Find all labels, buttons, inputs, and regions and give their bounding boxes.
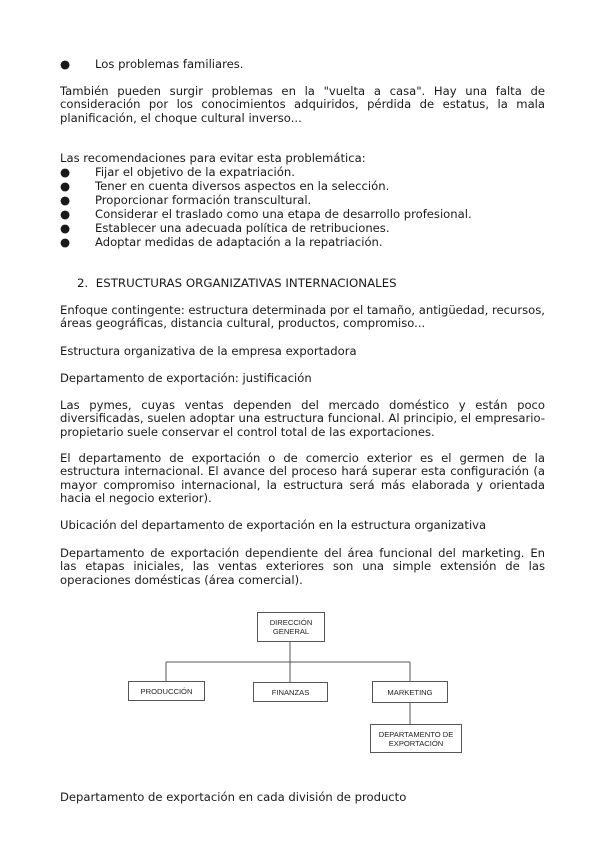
ubicacion-heading: Ubicación del departamento de exportación en la estructura organizativa xyxy=(60,518,487,532)
departamento-justificacion-heading: Departamento de exportación: justificación xyxy=(60,371,312,385)
bullet-icon: ● xyxy=(60,235,71,249)
recomendacion-text: Fijar el objetivo de la expatriación. xyxy=(95,165,295,179)
vuelta-paragraph: También pueden surgir problemas en la "vuelta a casa". Hay una falta de consideración por los conocimientos adquiridos, pérdida de estatus, la mala planificación, el choque cultural inverso... xyxy=(60,84,545,125)
org-box-direccion-general: DIRECCIÓN GENERAL xyxy=(257,612,325,642)
org-box-departamento-exportacion: DEPARTAMENTO DE EXPORTACIÓN xyxy=(370,724,462,753)
enfoque-paragraph: Enfoque contingente: estructura determinada por el tamaño, antigüedad, recursos, áreas geográficas, distancia cultural, productos, compromiso... xyxy=(60,303,545,331)
bullet-icon: ● xyxy=(60,207,71,221)
recomendacion-text: Tener en cuenta diversos aspectos en la selección. xyxy=(95,179,390,193)
dependiente-marketing-paragraph: Departamento de exportación dependiente del área funcional del marketing. En las etapas iniciales, las ventas exteriores son una simple extensión de las operaciones domésticas (área comercial). xyxy=(60,546,545,587)
bullet-icon: ● xyxy=(60,193,71,207)
intro-bullet-text: Los problemas familiares. xyxy=(95,57,244,71)
bullet-icon: ● xyxy=(60,165,71,179)
departamento-germen-paragraph: El departamento de exportación o de comercio exterior es el germen de la estructura internacional. El avance del proceso hará superar esta configuración (a mayor compromiso internacional, la estructura será más elaborada y orientada hacia el negocio exterior). xyxy=(60,451,545,506)
recomendacion-text: Adoptar medidas de adaptación a la repatriación. xyxy=(95,235,383,249)
bullet-icon: ● xyxy=(60,57,71,71)
section-number: 2. xyxy=(77,276,89,290)
bullet-icon: ● xyxy=(60,221,71,235)
recomendacion-text: Considerar el traslado como una etapa de desarrollo profesional. xyxy=(95,207,472,221)
recomendacion-text: Proporcionar formación transcultural. xyxy=(95,193,312,207)
pymes-paragraph: Las pymes, cuyas ventas dependen del mercado doméstico y están poco diversificadas, suelen adoptar una estructura funcional. Al principio, el empresario-propietario suele conservar el control total de las exportaciones. xyxy=(60,398,545,439)
recomendacion-text: Establecer una adecuada política de retribuciones. xyxy=(95,221,390,235)
division-producto-heading: Departamento de exportación en cada división de producto xyxy=(60,790,407,804)
bullet-icon: ● xyxy=(60,179,71,193)
org-box-produccion: PRODUCCIÓN xyxy=(128,681,205,701)
org-box-marketing: MARKETING xyxy=(372,681,448,703)
estructura-exportadora-heading: Estructura organizativa de la empresa exportadora xyxy=(60,344,357,358)
org-box-finanzas: FINANZAS xyxy=(253,682,328,702)
recomendaciones-title: Las recomendaciones para evitar esta problemática: xyxy=(60,151,366,165)
section-title: ESTRUCTURAS ORGANIZATIVAS INTERNACIONALES xyxy=(95,276,397,290)
